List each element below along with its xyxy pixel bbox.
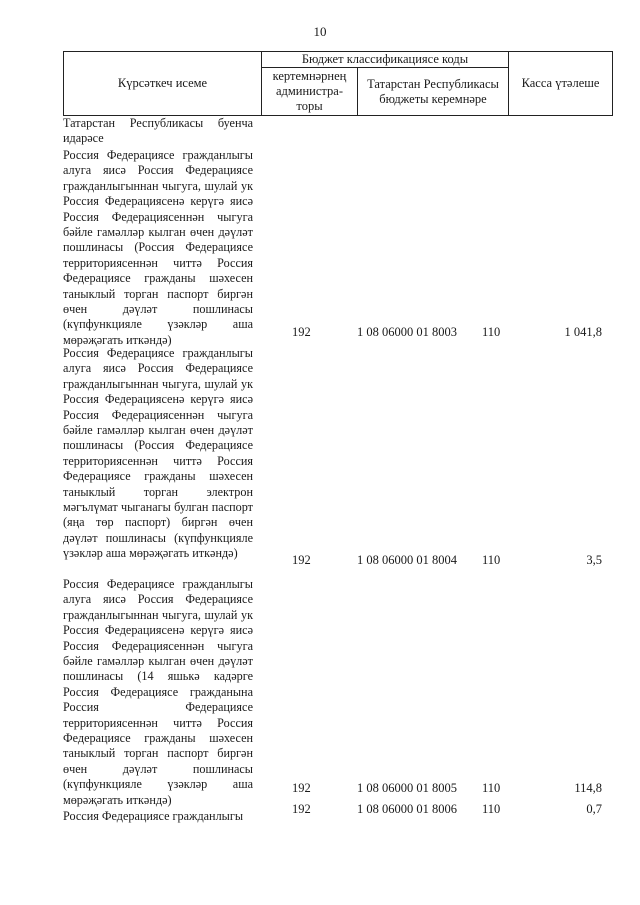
row-1-admin: 192 (292, 325, 311, 339)
row-3-admin: 192 (292, 781, 311, 795)
row-2-name: Россия Федерациясе гражданлыгы алуга яисә Россия Федерациясе гражданлыгыннан чыгуга, шулай ук Россия Федерациясенә керүгә яисә Россия Федерациясеннән чыгуга бәйле гамәлләр кылган өчен дәүләт пошлинасы (Россия Федерациясе территориясеннән читтә Россия Федерациясе гражданы шәхесен таныклый торган электрон мәгълүмат чыганагы булган паспорт (яңа төр паспорт) биргән өчен дәүләт пошлинасы (күпфункцияле үзәкләр аша мөрәҗәгать иткәндә) (63, 346, 253, 561)
row-4-cash: 0,7 (586, 802, 602, 816)
row-3-code: 1 08 06000 01 8005 (357, 781, 457, 795)
header-revenue-administrator: кертемнәрнең администра-торы (262, 68, 358, 116)
row-4-code: 1 08 06000 01 8006 (357, 802, 457, 816)
header-republic-budget-revenue: Татарстан Республикасы бюджеты керемнәре (358, 68, 509, 116)
row-1-name: Россия Федерациясе гражданлыгы алуга яисә Россия Федерациясе гражданлыгыннан чыгуга, шулай ук Россия Федерациясенә керүгә яисә Россия Федерациясеннән чыгуга бәйле гамәлләр кылган өчен дәүләт пошлинасы (Россия Федерациясе территориясеннән читтә Россия Федерациясе гражданы шәхесен таныклый торган паспорт биргән өчен дәүләт пошлинасы (күпфункцияле үзәкләр аша мөрәҗәгать иткәндә) (63, 148, 253, 347)
page-number: 10 (313, 24, 327, 39)
header-indicator-name: Күрсәткеч исеме (64, 52, 262, 116)
table-header (63, 51, 613, 116)
row-2-admin: 192 (292, 553, 311, 567)
row-4-class: 110 (482, 802, 501, 816)
row-4-name: Россия Федерациясе гражданлыгы (63, 809, 244, 823)
header-cash-execution: Касса үтәлеше (509, 52, 613, 116)
header-budget-classification: Бюджет классификациясе коды (262, 52, 509, 68)
row-3-name: Россия Федерациясе гражданлыгы алуга яисә Россия Федерациясе гражданлыгыннан чыгуга, шулай ук Россия Федерациясенә керүгә яисә Россия Федерациясеннән чыгуга бәйле гамәлләр кылган өчен дәүләт пошлинасы (14 яшькә кадәрге Россия Федерациясе гражданына Россия Федерациясе территориясеннән читтә Россия Федерациясе гражданы шәхесен таныклый торган паспорт биргән өчен дәүләт пошлинасы (күпфункцияле үзәкләр аша мөрәҗәгать иткәндә) (63, 577, 253, 807)
row-3-class: 110 (482, 781, 501, 795)
row-3-cash: 114,8 (574, 781, 602, 795)
row-4-admin: 192 (292, 802, 311, 816)
row-2-class: 110 (482, 553, 501, 567)
row-2-cash: 3,5 (586, 553, 602, 567)
row-2-code: 1 08 06000 01 8004 (357, 553, 457, 567)
section-title: Татарстан Республикасы буенча идарәсе (63, 116, 253, 146)
row-1-code: 1 08 06000 01 8003 (357, 325, 457, 339)
row-1-cash: 1 041,8 (564, 325, 602, 339)
row-1-class: 110 (482, 325, 501, 339)
